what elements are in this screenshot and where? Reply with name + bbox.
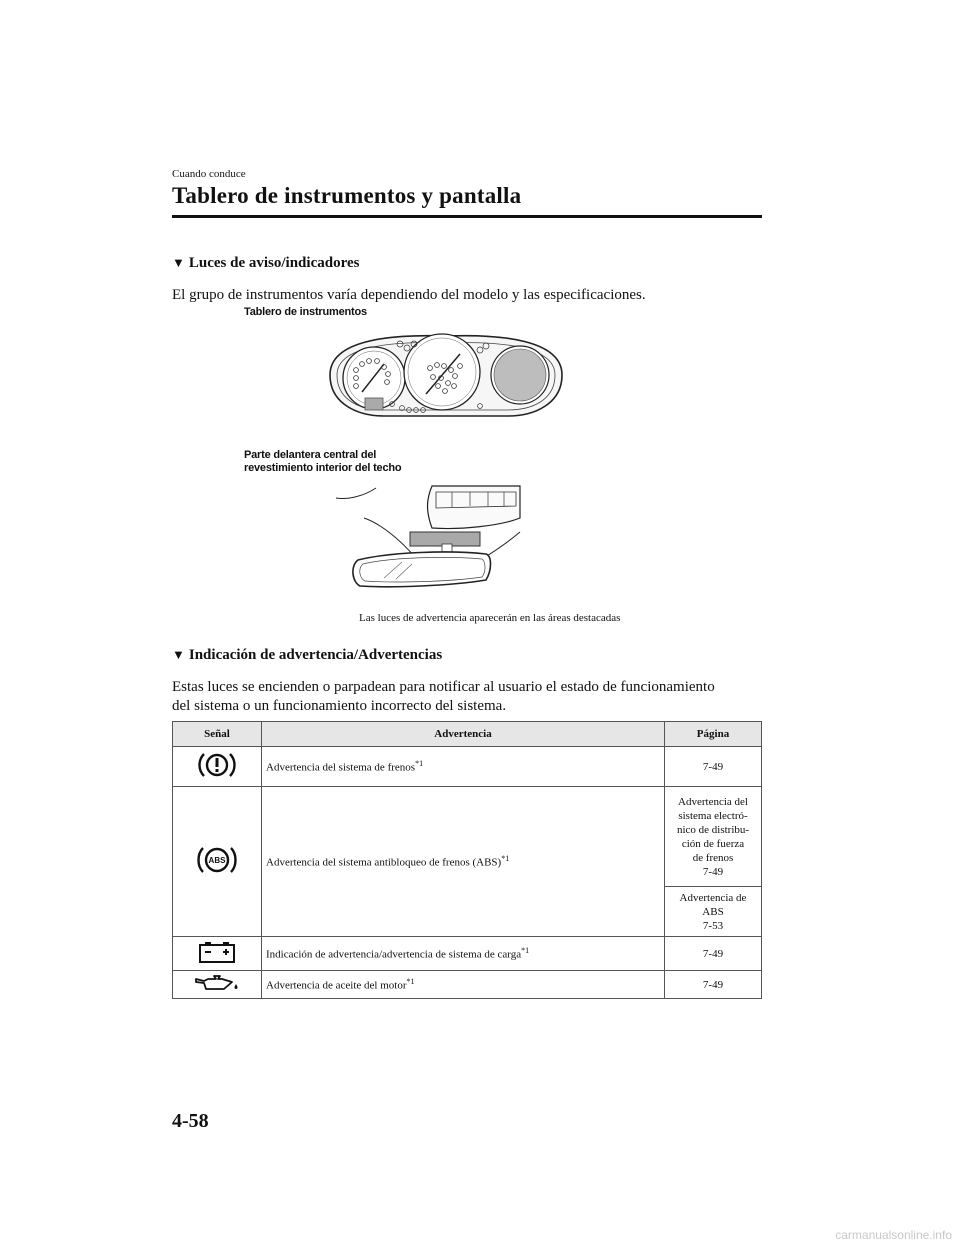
page-cell-ebd: Advertencia del sistema electró- nico de distribu- ción de fuerza de frenos 7-49 (665, 787, 762, 887)
page-cell: 7-49 (665, 747, 762, 787)
abs-warning-icon (195, 843, 239, 877)
instrument-cluster-illustration (320, 320, 572, 420)
header-signal: Señal (173, 722, 262, 747)
label-instrument-cluster: Tablero de instrumentos (244, 306, 367, 318)
table-header-row (173, 722, 762, 747)
page-number: 4-58 (172, 1110, 209, 1132)
signal-cell (173, 937, 262, 971)
table-row (173, 971, 762, 999)
section-heading-lights: ▼ Luces de aviso/indicadores (172, 255, 360, 271)
label-roof-lining: Parte delantera central del revestimiento interior del techo (244, 449, 402, 474)
figure-caption: Las luces de advertencia aparecerán en las áreas destacadas (359, 612, 621, 624)
signal-cell (173, 787, 262, 937)
section-body-warnings: Estas luces se encienden o parpadean para notificar al usuario el estado de funcionamiento del sistema o un funcionamiento incorrecto del sistema. (172, 679, 715, 714)
triangle-marker-icon: ▼ (172, 255, 185, 270)
table-row (173, 787, 762, 887)
header-warning: Advertencia (262, 722, 665, 747)
overhead-console-illustration (330, 482, 530, 600)
triangle-marker-icon: ▼ (172, 647, 185, 662)
watermark[interactable]: carmanualsonline.info (835, 1228, 952, 1242)
warning-cell: Advertencia del sistema antibloqueo de frenos (ABS)$^{*1}$ (262, 787, 665, 937)
warning-cell: Advertencia del sistema de frenos$^{*1}$ (262, 747, 665, 787)
signal-cell (173, 747, 262, 787)
table-row (173, 747, 762, 787)
title-divider (172, 215, 762, 218)
section-body-lights: El grupo de instrumentos varía dependiendo del modelo y las especificaciones. (172, 287, 646, 303)
warning-signals-table (172, 721, 762, 999)
section-label: Cuando conduce (172, 168, 246, 180)
page-cell-abs: Advertencia de ABS 7-53 (665, 887, 762, 937)
page-title: Tablero de instrumentos y pantalla (172, 183, 522, 208)
table-row (173, 937, 762, 971)
page-cell: 7-49 (665, 937, 762, 971)
section-heading-warnings: ▼ Indicación de advertencia/Advertencias (172, 647, 443, 663)
signal-cell (173, 971, 262, 999)
warning-cell: Indicación de advertencia/advertencia de sistema de carga$^{*1}$ (262, 937, 665, 971)
svg-text:ABS: ABS (208, 856, 226, 865)
battery-warning-icon (196, 939, 238, 965)
warning-cell: Advertencia de aceite del motor$^{*1}$ (262, 971, 665, 999)
oil-warning-icon (192, 973, 242, 993)
brake-warning-icon (196, 749, 238, 781)
header-page: Página (665, 722, 762, 747)
page-cell: 7-49 (665, 971, 762, 999)
